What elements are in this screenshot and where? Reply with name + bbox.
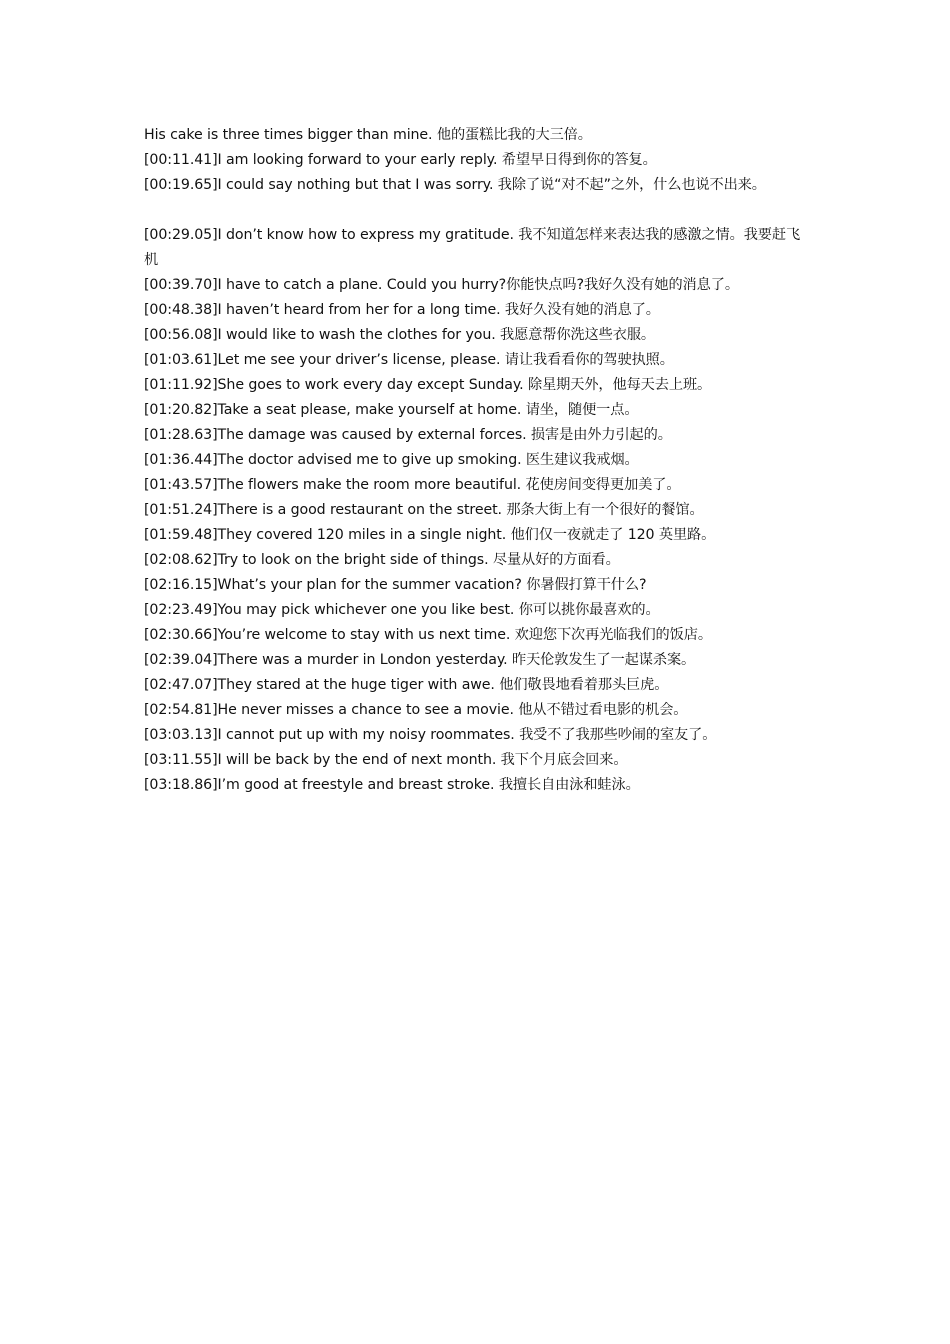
document-body (144, 123, 812, 798)
text-line: [02:16.15]What’s your plan for the summer vacation? 你暑假打算干什么? (144, 577, 647, 593)
text-line: [00:19.65]I could say nothing but that I was sorry. 我除了说“对不起”之外，什么也说不出来。 (144, 177, 766, 193)
text-line: [02:23.49]You may pick whichever one you like best. 你可以挑你最喜欢的。 (144, 602, 660, 618)
text-line: [00:56.08]I would like to wash the clothes for you. 我愿意帮你洗这些衣服。 (144, 327, 655, 343)
text-line: [01:28.63]The damage was caused by external forces. 损害是由外力引起的。 (144, 427, 672, 443)
text-line: His cake is three times bigger than mine. 他的蛋糕比我的大三倍。 (144, 127, 592, 143)
text-line: [01:20.82]Take a seat please, make yourself at home. 请坐，随便一点。 (144, 402, 639, 418)
text-line: [01:03.61]Let me see your driver’s license, please. 请让我看看你的驾驶执照。 (144, 352, 674, 368)
text-line: [00:29.05]I don’t know how to express my gratitude. 我不知道怎样来表达我的感激之情。我要赶飞机 (144, 227, 801, 268)
text-line: [03:03.13]I cannot put up with my noisy roommates. 我受不了我那些吵闹的室友了。 (144, 727, 717, 743)
text-line: [00:11.41]I am looking forward to your early reply. 希望早日得到你的答复。 (144, 152, 657, 168)
text-line: [01:36.44]The doctor advised me to give up smoking. 医生建议我戒烟。 (144, 452, 639, 468)
text-line: [01:43.57]The flowers make the room more beautiful. 花使房间变得更加美了。 (144, 477, 681, 493)
text-line: [01:11.92]She goes to work every day except Sunday. 除星期天外，他每天去上班。 (144, 377, 712, 393)
text-line: [02:08.62]Try to look on the bright side of things. 尽量从好的方面看。 (144, 552, 620, 568)
text-line: [02:30.66]You’re welcome to stay with us next time. 欢迎您下次再光临我们的饭店。 (144, 627, 712, 643)
blank-line (144, 198, 812, 223)
text-line: [02:39.04]There was a murder in London yesterday. 昨天伦敦发生了一起谋杀案。 (144, 652, 696, 668)
text-line: [00:39.70]I have to catch a plane. Could you hurry?你能快点吗?我好久没有她的消息了。 (144, 277, 739, 293)
text-line: [02:54.81]He never misses a chance to see a movie. 他从不错过看电影的机会。 (144, 702, 688, 718)
text-line: [02:47.07]They stared at the huge tiger with awe. 他们敬畏地看着那头巨虎。 (144, 677, 669, 693)
text-line: [01:51.24]There is a good restaurant on the street. 那条大街上有一个很好的餐馆。 (144, 502, 704, 518)
text-line: [00:48.38]I haven’t heard from her for a long time. 我好久没有她的消息了。 (144, 302, 660, 318)
text-line: [03:18.86]I’m good at freestyle and breast stroke. 我擅长自由泳和蛙泳。 (144, 777, 640, 793)
text-line: [03:11.55]I will be back by the end of next month. 我下个月底会回来。 (144, 752, 628, 768)
text-line: [01:59.48]They covered 120 miles in a single night. 他们仅一夜就走了 120 英里路。 (144, 527, 716, 543)
